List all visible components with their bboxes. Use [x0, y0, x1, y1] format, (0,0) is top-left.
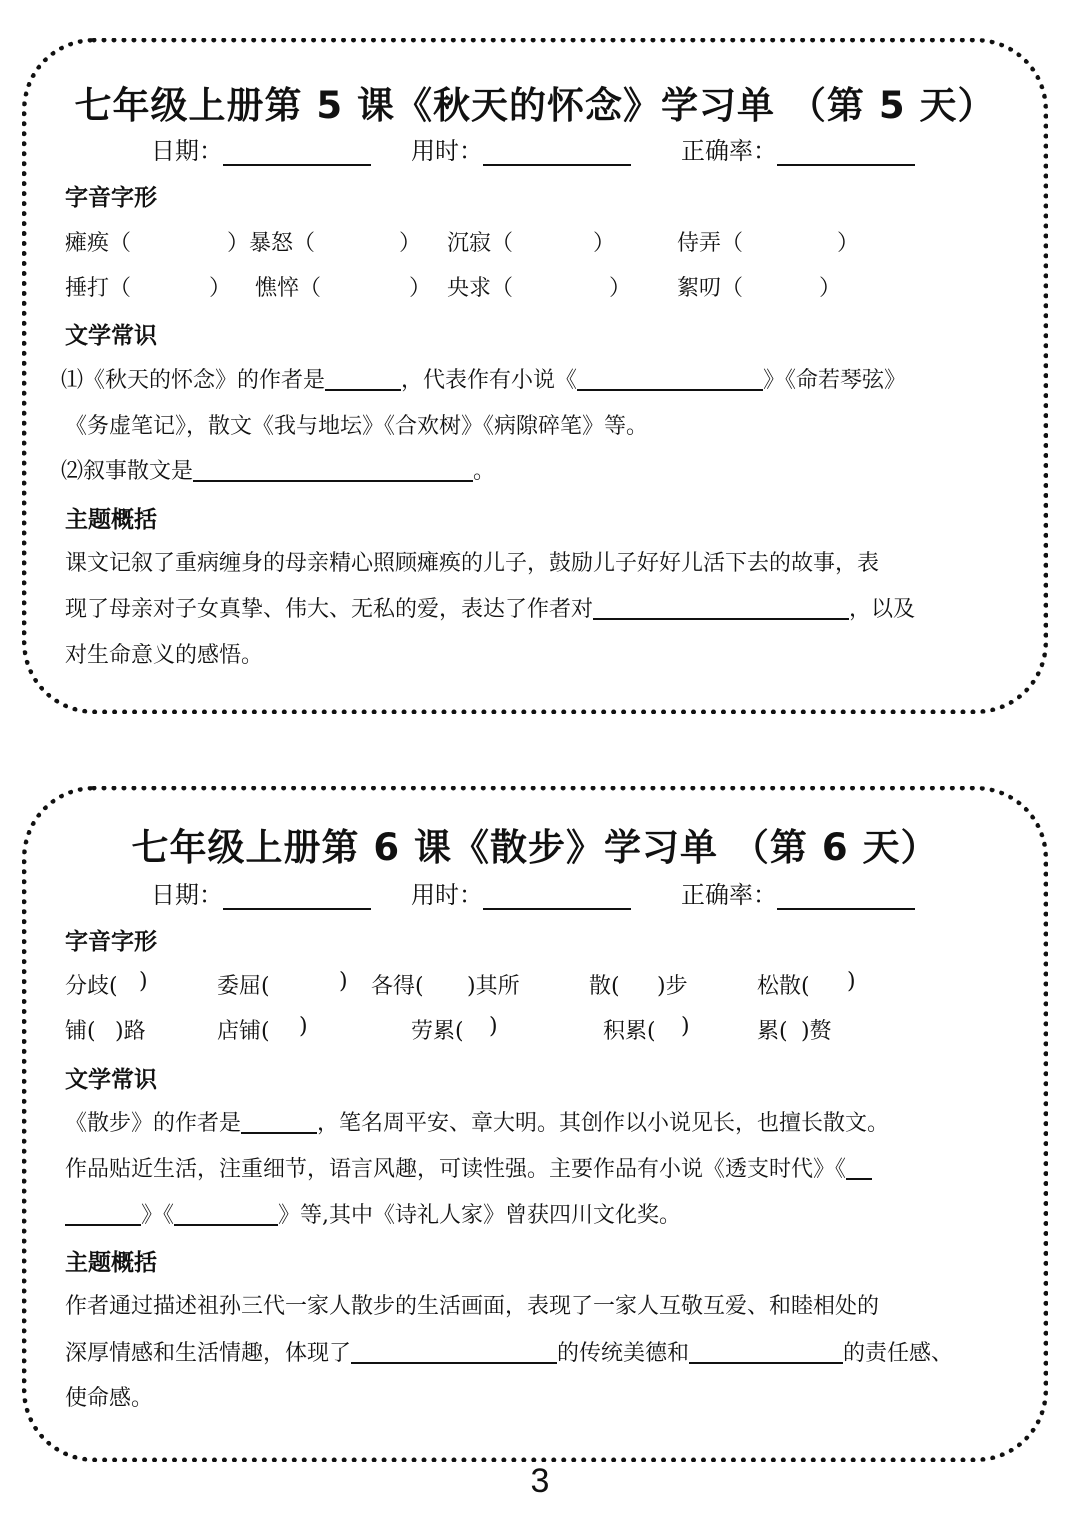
time-blank[interactable]	[483, 140, 631, 166]
word-item: 沉寂（	[447, 231, 514, 256]
answer-blank[interactable]	[593, 596, 849, 620]
answer-blank[interactable]	[241, 1110, 317, 1134]
date-blank[interactable]	[223, 884, 371, 910]
time-blank[interactable]	[483, 884, 631, 910]
answer-blank[interactable]	[577, 367, 763, 391]
word-item: 瘫痪（	[65, 231, 132, 256]
section-heading-theme: 主题概括	[65, 507, 157, 533]
answer-blank[interactable]	[325, 367, 401, 391]
word-item: 捶打（	[65, 276, 132, 301]
word-item: ）	[593, 231, 616, 256]
word-item: )	[139, 969, 148, 994]
word-item: )步	[657, 974, 688, 999]
word-item: 松散(	[757, 974, 810, 999]
date-label: 日期：	[151, 881, 223, 909]
theme-line-3: 使命感。	[65, 1386, 154, 1411]
date-field[interactable]	[151, 131, 371, 166]
page-number: 3	[530, 1462, 550, 1500]
word-item: )其所	[467, 974, 520, 999]
time-field[interactable]	[411, 131, 631, 166]
worksheet-card-lesson-5	[22, 38, 1048, 714]
accuracy-label: 正确率：	[681, 137, 777, 165]
answer-blank[interactable]	[351, 1340, 557, 1364]
theme-line-1: 作者通过描述祖孙三代一家人散步的生活画面，表现了一家人互敬互爱、和睦相处的	[65, 1294, 880, 1319]
accuracy-blank[interactable]	[777, 884, 915, 910]
literature-line-3: 》《 》等,其中《诗礼人家》曾获四川文化奖。	[65, 1198, 681, 1229]
word-item: ）	[399, 231, 422, 256]
accuracy-field[interactable]	[681, 875, 915, 910]
time-label: 用时：	[411, 881, 483, 909]
answer-blank[interactable]	[689, 1340, 843, 1364]
word-item: 劳累(	[411, 1019, 464, 1044]
word-item: 各得(	[371, 974, 424, 999]
theme-line-3: 对生命意义的感悟。	[65, 643, 264, 668]
section-heading-literature: 文学常识	[65, 1067, 157, 1093]
word-item: 店铺(	[217, 1019, 270, 1044]
theme-line-2: 现了母亲对子女真挚、伟大、无私的爱，表达了作者对 ，以及	[65, 597, 916, 622]
worksheet-card-lesson-6	[22, 786, 1048, 1462]
answer-blank[interactable]	[174, 1202, 278, 1226]
section-heading-pronunciation: 字音字形	[65, 929, 157, 955]
word-item: )路	[115, 1019, 146, 1044]
literature-question-1: ⑴《秋天的怀念》的作者是 ，代表作有小说《 》《命若琴弦》	[61, 368, 907, 393]
word-item: 积累(	[603, 1019, 656, 1044]
word-item: )	[681, 1014, 690, 1039]
word-item: 散(	[589, 974, 620, 999]
section-heading-pronunciation: 字音字形	[65, 185, 157, 211]
card-title: 七年级上册第 6 课《散步》学习单 （第 6 天）	[131, 826, 939, 869]
section-heading-theme: 主题概括	[65, 1250, 157, 1276]
word-item: 分歧(	[65, 974, 118, 999]
section-heading-literature: 文学常识	[65, 323, 157, 349]
date-blank[interactable]	[223, 140, 371, 166]
word-item: )	[489, 1014, 498, 1039]
literature-line-2: 作品贴近生活，注重细节，语言风趣，可读性强。主要作品有小说《透支时代》《	[65, 1152, 872, 1183]
accuracy-label: 正确率：	[681, 881, 777, 909]
answer-blank[interactable]	[193, 458, 473, 482]
accuracy-blank[interactable]	[777, 140, 915, 166]
date-label: 日期：	[151, 137, 223, 165]
word-item: ）	[819, 276, 842, 301]
time-label: 用时：	[411, 137, 483, 165]
card-title: 七年级上册第 5 课《秋天的怀念》学习单 （第 5 天）	[74, 84, 996, 127]
word-item: ）	[837, 231, 860, 256]
accuracy-field[interactable]	[681, 131, 915, 166]
word-item: )	[299, 1014, 308, 1039]
literature-line-1: 《散步》的作者是 ，笔名周平安、章大明。其创作以小说见长，也擅长散文。	[65, 1111, 890, 1136]
answer-blank[interactable]	[846, 1156, 872, 1180]
theme-line-2: 深厚情感和生活情趣，体现了 的传统美德和 的责任感、	[65, 1341, 954, 1366]
word-item: 絮叨（	[677, 276, 744, 301]
word-item: ）	[409, 276, 432, 301]
word-item: )赘	[801, 1019, 832, 1044]
word-item: ）	[209, 276, 232, 301]
word-item: )	[339, 969, 348, 994]
word-item: ）暴怒（	[227, 231, 316, 256]
word-item: 铺(	[65, 1019, 96, 1044]
date-field[interactable]	[151, 875, 371, 910]
word-item: 侍弄（	[677, 231, 744, 256]
word-item: ）	[609, 276, 632, 301]
time-field[interactable]	[411, 875, 631, 910]
word-item: 委屈(	[217, 974, 270, 999]
word-item: )	[847, 969, 856, 994]
word-item: 憔悴（	[255, 276, 322, 301]
word-item: 央求（	[447, 276, 514, 301]
answer-blank[interactable]	[65, 1202, 141, 1226]
literature-question-2: ⑵叙事散文是 。	[61, 459, 496, 484]
theme-line-1: 课文记叙了重病缠身的母亲精心照顾瘫痪的儿子，鼓励儿子好好儿活下去的故事，表	[65, 551, 880, 576]
word-item: 累(	[757, 1019, 788, 1044]
literature-question-1-cont: 《务虚笔记》，散文《我与地坛》《合欢树》《病隙碎笔》等。	[65, 414, 649, 439]
